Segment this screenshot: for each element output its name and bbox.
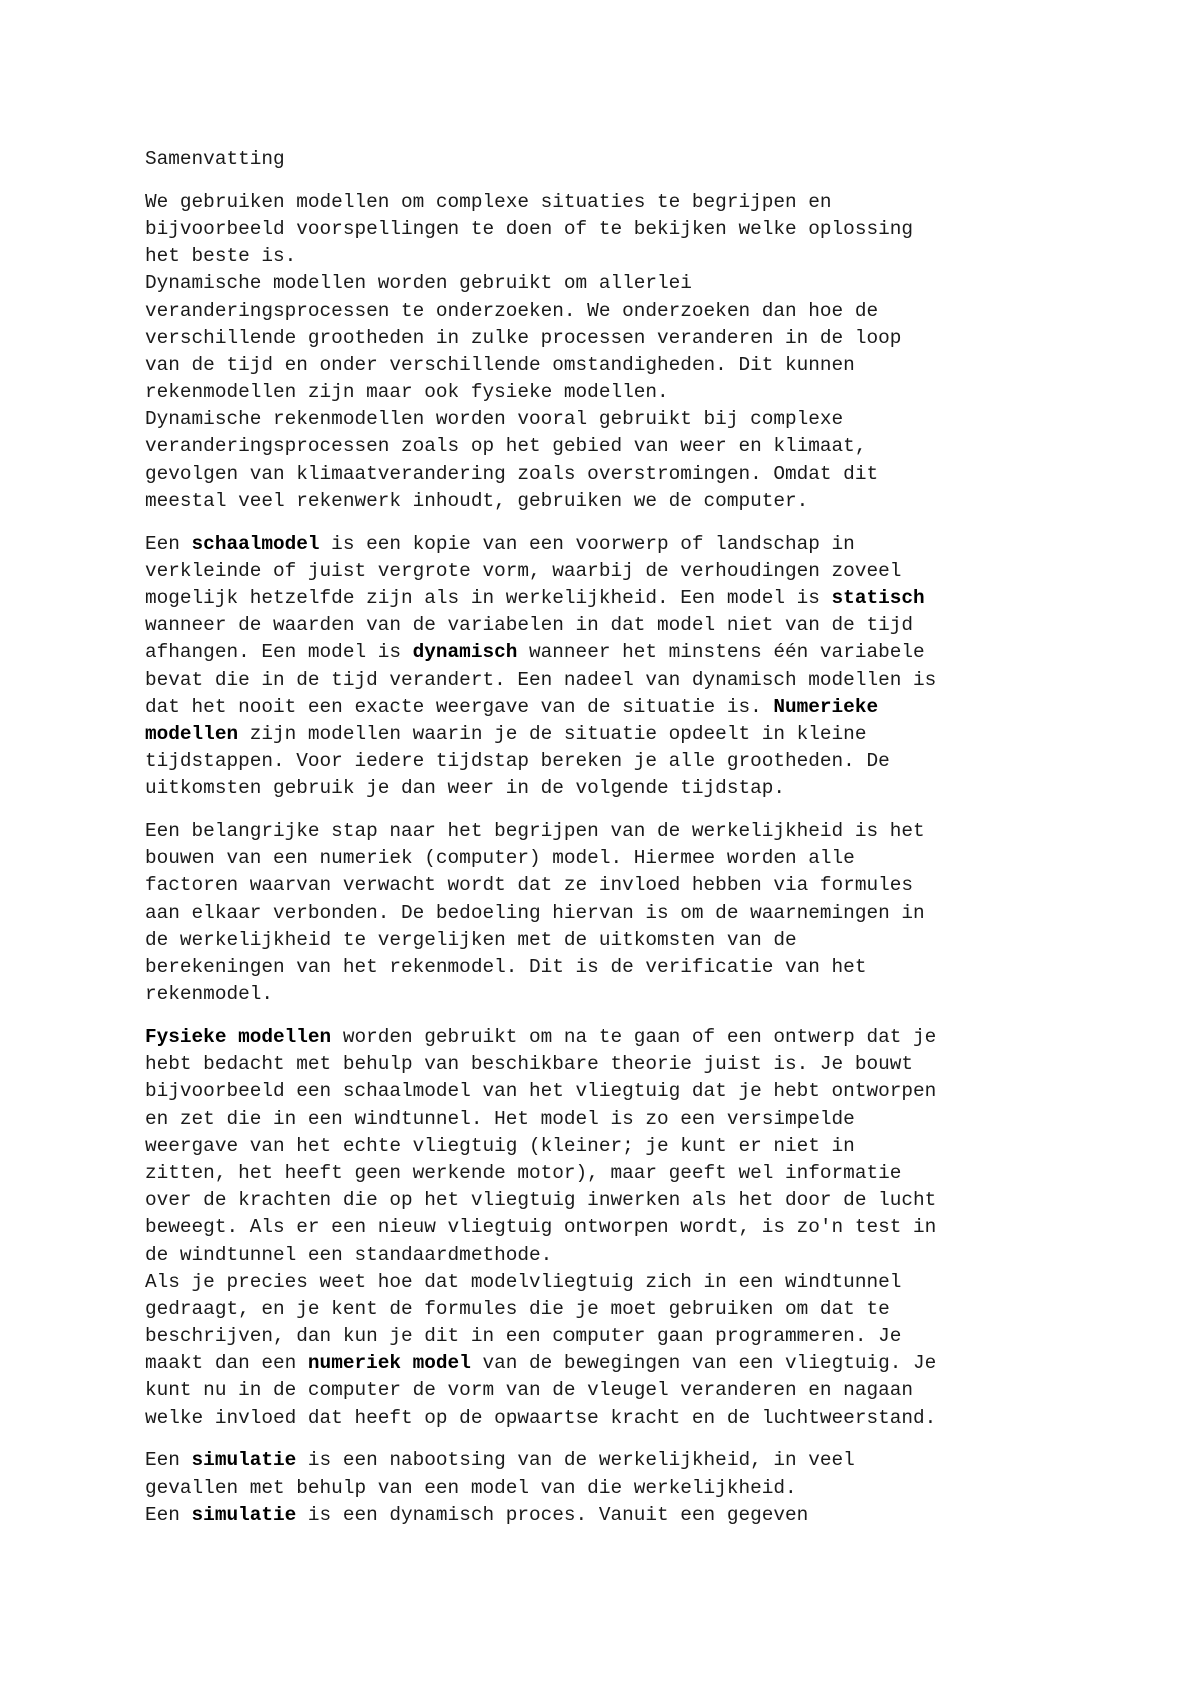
- text-run: welke invloed dat heeft op de opwaartse kracht en de luchtweerstand.: [145, 1406, 937, 1429]
- text-line: [145, 1502, 1075, 1529]
- text-line: [145, 1323, 1075, 1350]
- text-run: is een kopie van een voorwerp of landschap in: [319, 532, 855, 555]
- text-line: [145, 325, 1075, 352]
- text-run: het beste is.: [145, 245, 297, 268]
- text-line: [145, 1447, 1075, 1474]
- text-line: [145, 488, 1075, 515]
- text-run: mogelijk hetzelfde zijn als in werkelijkheid. Een model is: [145, 587, 832, 609]
- text-line: [145, 612, 1075, 639]
- text-run: rekenmodellen zijn maar ook fysieke modellen.: [145, 381, 669, 404]
- text-line: [145, 1475, 1075, 1502]
- text-run: de werkelijkheid te vergelijken met de uitkomsten van de: [145, 928, 797, 951]
- text-line: [145, 270, 1075, 297]
- text-line: [145, 558, 1075, 585]
- paragraph: [145, 1447, 1075, 1529]
- text-run: afhangen. Een model is: [145, 641, 413, 664]
- text-line: [145, 748, 1075, 775]
- bold-term: Fysieke modellen: [145, 1026, 332, 1048]
- text-run: rekenmodel.: [145, 983, 273, 1006]
- text-run: hebt bedacht met behulp van beschikbare theorie juist is. Je bouwt: [145, 1053, 913, 1076]
- text-run: Een: [145, 1503, 192, 1526]
- paragraph: [145, 189, 1075, 515]
- text-run: zijn modellen waarin je de situatie opdeelt in kleine: [238, 722, 867, 745]
- text-line: [145, 1269, 1075, 1296]
- text-line: [145, 775, 1075, 802]
- paragraph: [145, 1024, 1075, 1432]
- text-line: [145, 639, 1075, 666]
- text-line: [145, 1242, 1075, 1269]
- document-body: [145, 146, 1075, 1529]
- text-line: [145, 1350, 1075, 1377]
- paragraph-gap: [145, 803, 1075, 819]
- text-line: [145, 406, 1075, 433]
- text-run: beweegt. Als er een nieuw vliegtuig ontworpen wordt, is zo'n test in: [145, 1216, 937, 1239]
- text-run: wanneer het minstens één variabele: [517, 641, 925, 664]
- bold-term: simulatie: [191, 1503, 297, 1526]
- paragraph-gap: [145, 1008, 1075, 1024]
- text-run: Een: [145, 532, 192, 555]
- text-line: [145, 352, 1075, 379]
- text-run: gevolgen van klimaatverandering zoals overstromingen. Omdat dit: [145, 462, 879, 485]
- text-run: meestal veel rekenwerk inhoudt, gebruiken we de computer.: [145, 489, 809, 512]
- text-line: [145, 461, 1075, 488]
- text-line: [145, 1405, 1075, 1432]
- bold-term: Numerieke: [773, 695, 879, 718]
- document-title: Samenvatting: [145, 148, 285, 170]
- text-run: verkleinde of juist vergrote vorm, waarbij de verhoudingen zoveel: [145, 559, 902, 582]
- text-line: [145, 1377, 1075, 1404]
- text-run: over de krachten die op het vliegtuig inwerken als het door de lucht: [145, 1189, 937, 1212]
- text-run: bouwen van een numeriek (computer) model. Hiermee worden alle: [145, 847, 855, 870]
- text-run: is een nabootsing van de werkelijkheid, in veel: [296, 1449, 855, 1472]
- text-line: [145, 954, 1075, 981]
- paragraph-gap: [145, 1432, 1075, 1448]
- bold-term: dynamisch: [412, 641, 518, 664]
- bold-term: simulatie: [191, 1449, 297, 1472]
- text-line: [145, 585, 1075, 612]
- text-line: [145, 694, 1075, 721]
- text-run: aan elkaar verbonden. De bedoeling hiervan is om de waarnemingen in: [145, 901, 925, 924]
- paragraph: [145, 818, 1075, 1008]
- text-run: We gebruiken modellen om complexe situaties te begrijpen en: [145, 190, 832, 213]
- text-line: [145, 900, 1075, 927]
- text-line: [145, 1051, 1075, 1078]
- text-run: wanneer de waarden van de variabelen in dat model niet van de tijd: [145, 614, 913, 637]
- paragraph: [145, 531, 1075, 803]
- text-run: van de bewegingen van een vliegtuig. Je: [470, 1352, 937, 1375]
- text-run: dat het nooit een exacte weergave van de situatie is.: [145, 695, 774, 718]
- text-line: [145, 1024, 1075, 1051]
- text-line: [145, 721, 1075, 748]
- text-run: is een dynamisch proces. Vanuit een gegeven: [296, 1503, 809, 1526]
- text-line: [145, 1078, 1075, 1105]
- text-run: veranderingsprocessen te onderzoeken. We onderzoeken dan hoe de: [145, 299, 879, 322]
- text-line: [145, 1160, 1075, 1187]
- text-line: [145, 531, 1075, 558]
- text-line: [145, 379, 1075, 406]
- text-run: Dynamische rekenmodellen worden vooral gebruikt bij complexe: [145, 408, 844, 431]
- text-run: Een belangrijke stap naar het begrijpen van de werkelijkheid is het: [145, 820, 925, 843]
- text-run: Een: [145, 1449, 192, 1472]
- text-line: [145, 1133, 1075, 1160]
- text-run: maakt dan een: [145, 1352, 308, 1375]
- text-run: zitten, het heeft geen werkende motor), maar geeft wel informatie: [145, 1161, 902, 1184]
- text-line: [145, 818, 1075, 845]
- text-run: van de tijd en onder verschillende omstandigheden. Dit kunnen: [145, 353, 855, 376]
- text-run: worden gebruikt om na te gaan of een ontwerp dat je: [331, 1026, 937, 1048]
- text-line: [145, 1214, 1075, 1241]
- text-line: [145, 1106, 1075, 1133]
- bold-term: modellen: [145, 722, 239, 745]
- text-line: [145, 243, 1075, 270]
- bold-term: statisch: [831, 587, 925, 609]
- text-run: uitkomsten gebruik je dan weer in de volgende tijdstap.: [145, 777, 785, 800]
- paragraph-gap: [145, 173, 1075, 189]
- text-run: en zet die in een windtunnel. Het model is zo een versimpelde: [145, 1107, 855, 1130]
- text-line: [145, 927, 1075, 954]
- text-line: [145, 981, 1075, 1008]
- text-line: [145, 1296, 1075, 1323]
- text-run: factoren waarvan verwacht wordt dat ze invloed hebben via formules: [145, 874, 913, 897]
- text-run: bijvoorbeeld voorspellingen te doen of te bekijken welke oplossing: [145, 217, 913, 240]
- text-run: bevat die in de tijd verandert. Een nadeel van dynamisch modellen is: [145, 668, 937, 691]
- text-line: [145, 872, 1075, 899]
- text-run: Als je precies weet hoe dat modelvliegtuig zich in een windtunnel: [145, 1270, 902, 1293]
- text-line: [145, 845, 1075, 872]
- text-run: gedraagt, en je kent de formules die je moet gebruiken om dat te: [145, 1297, 890, 1320]
- bold-term: schaalmodel: [191, 532, 320, 555]
- paragraph-gap: [145, 515, 1075, 531]
- text-run: berekeningen van het rekenmodel. Dit is de verificatie van het: [145, 956, 867, 979]
- text-run: weergave van het echte vliegtuig (kleiner; je kunt er niet in: [145, 1134, 855, 1157]
- text-run: Dynamische modellen worden gebruikt om allerlei: [145, 272, 692, 295]
- text-run: beschrijven, dan kun je dit in een computer gaan programmeren. Je: [145, 1325, 902, 1348]
- text-run: verschillende grootheden in zulke processen veranderen in de loop: [145, 326, 902, 349]
- text-line: [145, 189, 1075, 216]
- text-line: [145, 1187, 1075, 1214]
- text-line: [145, 433, 1075, 460]
- text-line: [145, 298, 1075, 325]
- text-run: kunt nu in de computer de vorm van de vleugel veranderen en nagaan: [145, 1379, 913, 1402]
- text-run: tijdstappen. Voor iedere tijdstap bereken je alle grootheden. De: [145, 750, 890, 773]
- bold-term: numeriek model: [307, 1352, 471, 1375]
- text-run: veranderingsprocessen zoals op het gebied van weer en klimaat,: [145, 435, 867, 458]
- text-run: gevallen met behulp van een model van die werkelijkheid.: [145, 1476, 797, 1499]
- text-line: [145, 667, 1075, 694]
- text-run: bijvoorbeeld een schaalmodel van het vliegtuig dat je hebt ontworpen: [145, 1080, 937, 1103]
- text-line: [145, 216, 1075, 243]
- text-run: de windtunnel een standaardmethode.: [145, 1243, 553, 1266]
